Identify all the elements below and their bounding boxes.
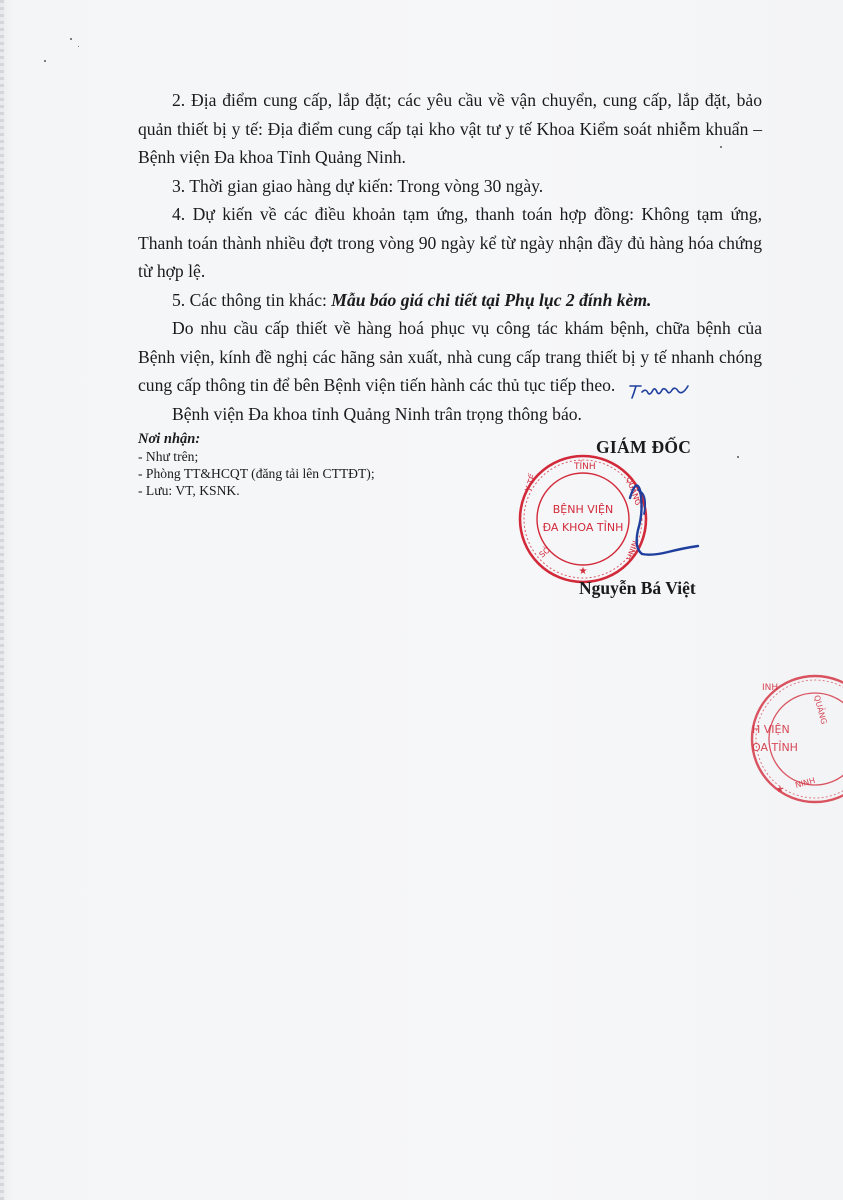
body-text xyxy=(138,86,762,428)
signer-title: GIÁM ĐỐC xyxy=(596,437,692,457)
seal-bottom-text: SỞ xyxy=(537,544,553,560)
seal-center-line1: BỆNH VIỆN xyxy=(552,503,614,516)
recipients-block xyxy=(138,431,438,499)
scan-speck xyxy=(78,46,79,47)
scan-edge xyxy=(0,0,4,1200)
paragraph-request: Do nhu cầu cấp thiết về hàng hoá phục vụ công tác khám bệnh, chữa bệnh của Bệnh viện, kính đề nghị các hãng sản xuất, nhà cung cấp trang thiết bị y tế nhanh chóng cung cấp thông tin để bên Bệnh viện tiến hành các thủ tục tiếp theo. xyxy=(138,318,762,395)
initials-signature xyxy=(628,378,698,404)
scan-speck xyxy=(70,38,72,40)
seal-top-text: TỈNH xyxy=(574,462,596,472)
edge-seal-center-line2: OA TỈNH xyxy=(752,741,798,754)
signer-name: Nguyễn Bá Việt xyxy=(579,578,696,598)
seal-star: ★ xyxy=(578,566,588,577)
scan-speck xyxy=(737,456,739,458)
seal-right-low-text: NINH xyxy=(624,539,640,562)
paragraph-other-info xyxy=(138,286,762,315)
director-signature xyxy=(618,470,708,570)
seal-right-text: QUẢNG xyxy=(624,475,643,507)
scan-speck xyxy=(44,60,46,62)
seal-left-text: Y TẾ xyxy=(523,473,538,493)
recipient-item: - Như trên; xyxy=(138,449,199,464)
other-info-emphasis: Mẫu báo giá chi tiết tại Phụ lục 2 đính kèm. xyxy=(331,289,652,310)
edge-seal-top-text: INH xyxy=(762,683,779,693)
seal-center-line2: ĐA KHOA TỈNH xyxy=(542,521,624,534)
paragraph-delivery-location: 2. Địa điểm cung cấp, lắp đặt; các yêu cầu về vận chuyển, cung cấp, lắp đặt, bảo quản thiết bị y tế: Địa điểm cung cấp tại kho vật tư y tế Khoa Kiểm soát nhiễm khuẩn – Bệnh viện Đa khoa Tỉnh Quảng Ninh. xyxy=(138,90,762,167)
paragraph-closing: Bệnh viện Đa khoa tỉnh Quảng Ninh trân trọng thông báo. xyxy=(172,403,582,424)
recipients-heading: Nơi nhận: xyxy=(138,431,201,447)
edge-seal-bottom-text: NINH xyxy=(794,775,817,790)
paragraph-payment-terms: 4. Dự kiến về các điều khoản tạm ứng, thanh toán hợp đồng: Không tạm ứng, Thanh toán thành nhiều đợt trong vòng 90 ngày kể từ ngày nhận đầy đủ hàng hóa chứng từ hợp lệ. xyxy=(138,204,762,281)
edge-seal-right-text: QUẢNG xyxy=(812,694,829,726)
edge-seal-star: ★ xyxy=(776,785,785,795)
other-info-prefix: 5. Các thông tin khác: xyxy=(172,289,332,310)
edge-seal xyxy=(748,672,843,806)
recipient-item: - Phòng TT&HCQT (đăng tải lên CTTĐT); xyxy=(138,466,375,481)
edge-seal-center-line1: H VIỆN xyxy=(752,723,790,736)
recipient-item: - Lưu: VT, KSNK. xyxy=(138,483,240,498)
paragraph-delivery-time: 3. Thời gian giao hàng dự kiến: Trong vòng 30 ngày. xyxy=(172,175,544,196)
